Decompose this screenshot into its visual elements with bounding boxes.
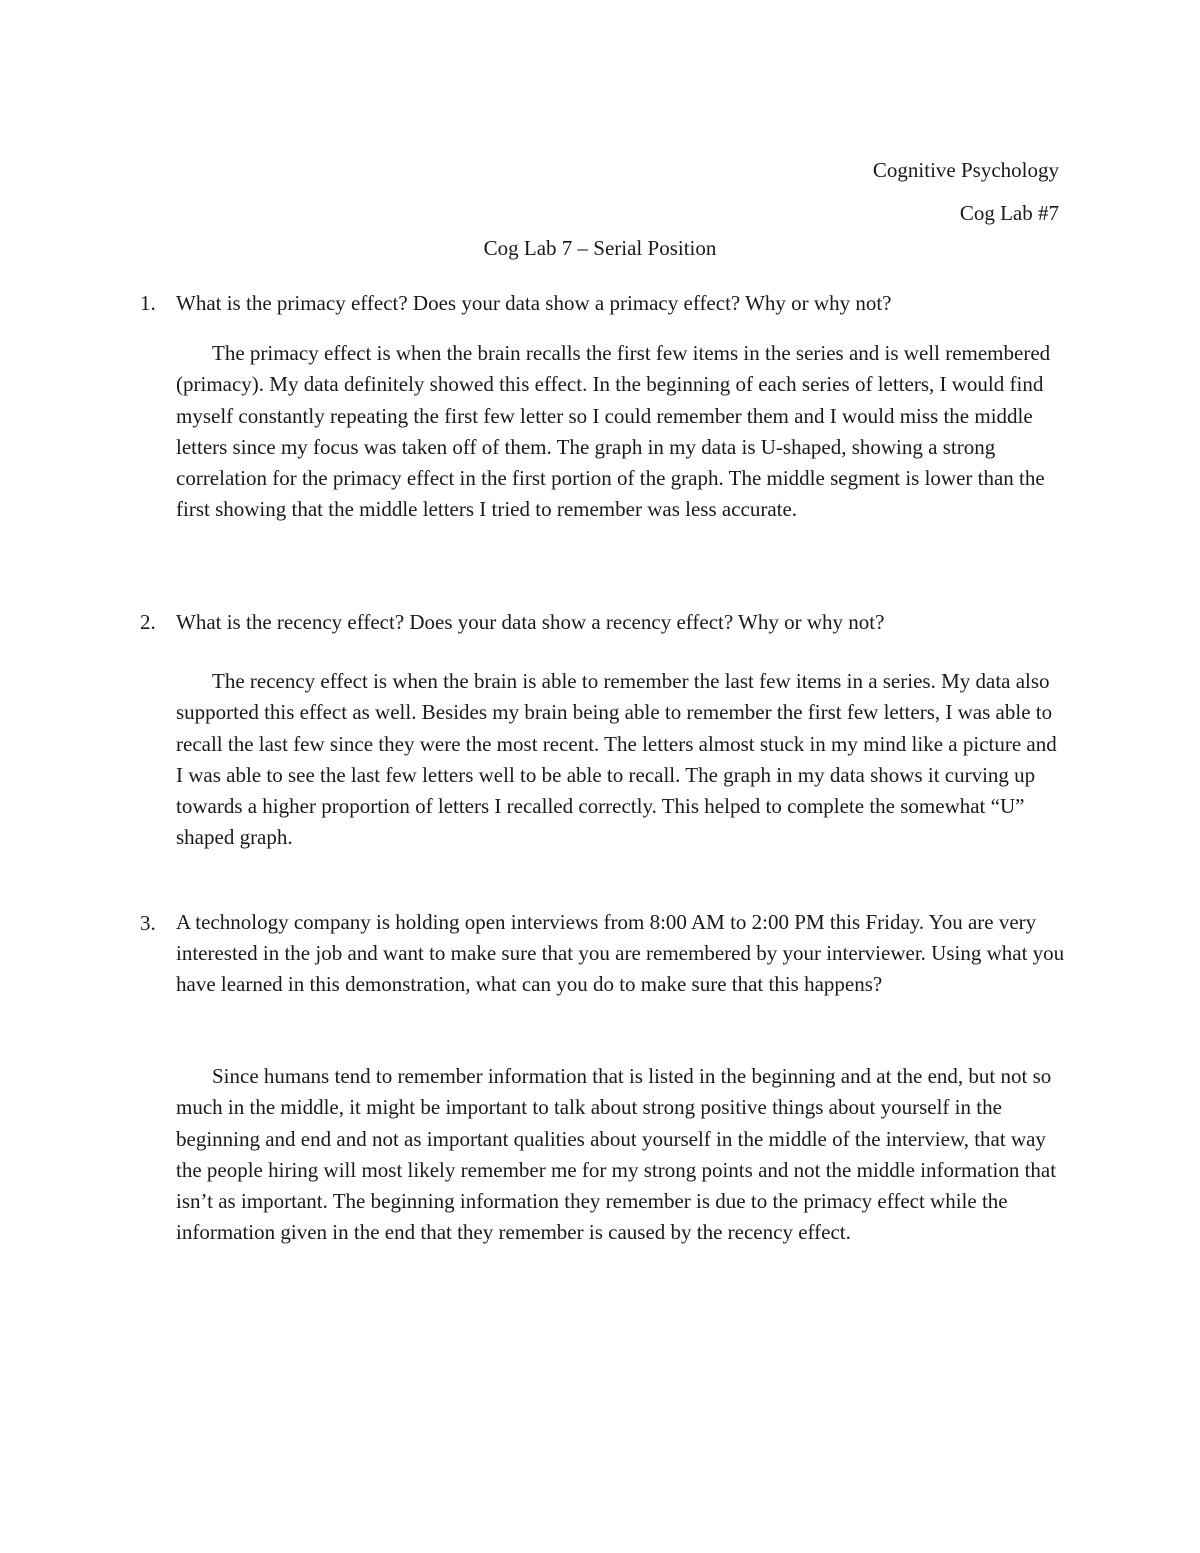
question-text: A technology company is holding open interviews from 8:00 AM to 2:00 PM this Friday. You are very interested in the job and want to make sure that you are remembered by your interviewer. Using what you have learned in this demonstration, what can you do to make sure that this happens? (176, 910, 1065, 996)
answer-paragraph: The recency effect is when the brain is able to remember the last few items in a series. My data also supported this effect as well. Besides my brain being able to remember the first few letters, I was able to recall the last few since they were the most recent. The letters almost stuck in my mind like a picture and I was able to see the last few letters well to be able to recall. The graph in my data shows it curving up towards a higher proportion of letters I recalled correctly. This helped to complete the somewhat “U” shaped graph. (176, 669, 1057, 850)
course-name: Cognitive Psychology (872, 158, 1059, 182)
question-text: What is the recency effect? Does your data show a recency effect? Why or why not? (176, 610, 885, 634)
question-number: 3. (140, 911, 156, 935)
answer-paragraph: Since humans tend to remember information that is listed in the beginning and at the end, but not so much in the middle, it might be important to talk about strong positive things about yourself in the beginning and end and not as important qualities about yourself in the middle of the interview, that way the people hiring will most likely remember me for my strong points and not the middle information that isn’t as important. The beginning information they remember is due to the primacy effect while the information given in the end that they remember is caused by the recency effect. (176, 1064, 1057, 1245)
lab-number: Cog Lab #7 (959, 201, 1059, 225)
question-number: 1. (140, 291, 156, 315)
question-number: 2. (140, 610, 156, 634)
document-title: Cog Lab 7 – Serial Position (483, 236, 717, 260)
answer-paragraph: The primacy effect is when the brain recalls the first few items in the series and is well remembered (primacy). My data definitely showed this effect. In the beginning of each series of letters, I would find myself constantly repeating the first few letter so I could remember them and I would miss the middle letters since my focus was taken off of them. The graph in my data is U-shaped, showing a strong correlation for the primacy effect in the first portion of the graph. The middle segment is lower than the first showing that the middle letters I tried to remember was less accurate. (176, 341, 1051, 522)
question-text: What is the primacy effect? Does your data show a primacy effect? Why or why not? (176, 291, 892, 315)
